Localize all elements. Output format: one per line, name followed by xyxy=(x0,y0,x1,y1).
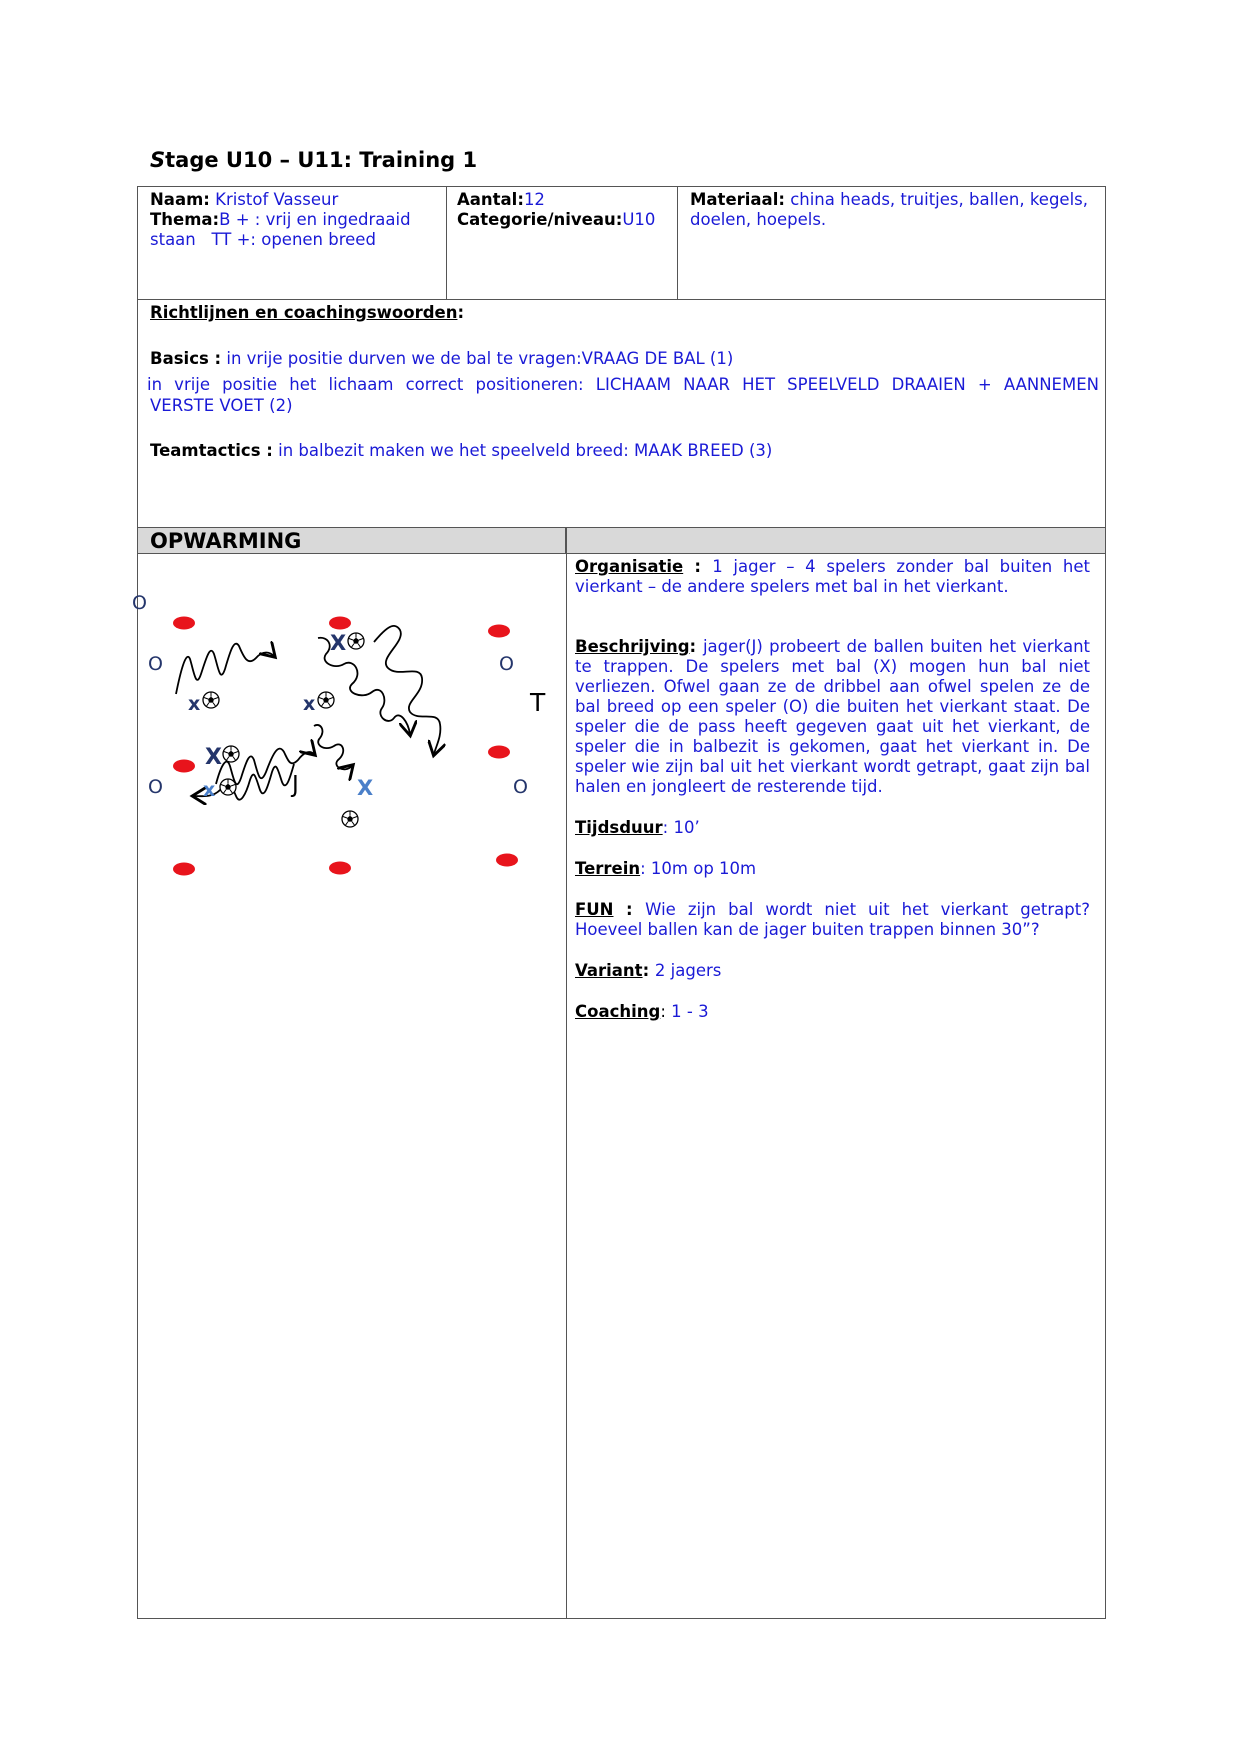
title-text: tage U10 – U11: Training 1 xyxy=(165,148,478,172)
guidelines-heading-text: Richtlijnen en coachingswoorden xyxy=(150,303,458,322)
terrein-label: Terrein xyxy=(575,859,641,878)
player-x: x xyxy=(203,779,216,801)
variant-paragraph xyxy=(575,961,1090,981)
divider xyxy=(446,186,447,300)
arrow xyxy=(314,725,352,769)
player-x: x xyxy=(188,693,201,715)
coaching-value: 1 - 3 xyxy=(671,1002,709,1021)
thema-value-line2: staan TT +: openen breed xyxy=(150,230,376,249)
page-title xyxy=(150,148,477,172)
fun-paragraph xyxy=(575,900,1090,940)
coaching-sep: : xyxy=(660,1002,672,1021)
player-x: X xyxy=(205,745,222,770)
guidelines-heading-colon: : xyxy=(457,303,465,322)
basics-line1 xyxy=(150,349,733,369)
terrein-value: : 10m op 10m xyxy=(640,859,757,878)
variant-label: Variant xyxy=(575,961,643,980)
cone xyxy=(173,760,195,773)
teamtactics-line xyxy=(150,441,772,461)
player-o: O xyxy=(513,776,528,798)
cone xyxy=(329,617,351,630)
cone xyxy=(173,617,195,630)
info-middle-cell xyxy=(457,190,677,230)
basics-value-line1: in vrije positie durven we de bal te vragen:VRAAG DE BAL (1) xyxy=(221,349,734,368)
aantal-label: Aantal: xyxy=(457,190,524,209)
basics-line3: VERSTE VOET (2) xyxy=(150,396,293,415)
info-left-cell xyxy=(150,190,440,250)
beschrijving-label: Beschrijving xyxy=(575,637,690,656)
organisatie-sep: : xyxy=(683,557,713,576)
tijdsduur-value: : 10’ xyxy=(662,818,700,837)
categorie-value: U10 xyxy=(622,210,656,229)
tijdsduur-paragraph xyxy=(575,818,1090,838)
divider xyxy=(566,553,567,1619)
aantal-value: 12 xyxy=(523,190,545,209)
jager-label: J xyxy=(292,772,299,798)
player-x: X xyxy=(330,631,347,655)
teamtactics-label: Teamtactics : xyxy=(150,441,273,460)
coaching-paragraph xyxy=(575,1002,1090,1022)
materiaal-value-line2: doelen, hoepels. xyxy=(690,210,827,229)
title-first-letter: S xyxy=(150,148,166,172)
cone xyxy=(496,854,518,867)
fun-label: FUN xyxy=(575,900,614,919)
materiaal-label: Materiaal: xyxy=(690,190,785,209)
guidelines-heading xyxy=(150,303,464,323)
player-o: O xyxy=(499,653,514,675)
player-o: O xyxy=(148,776,163,798)
t-label: T xyxy=(530,688,546,717)
cone xyxy=(173,863,195,876)
organisatie-paragraph xyxy=(575,557,1090,597)
organisatie-text: 1 jager – 4 spelers zonder bal buiten het vierkant – de andere spelers met bal in het vierkant. xyxy=(575,557,1091,596)
naam-label: Naam: xyxy=(150,190,210,209)
section-title: OPWARMING xyxy=(150,529,302,553)
fun-sep: : xyxy=(613,900,646,919)
tijdsduur-label: Tijdsduur xyxy=(575,818,663,837)
player-o: O xyxy=(132,592,147,614)
description xyxy=(575,557,1090,1043)
info-right-cell xyxy=(690,190,1100,230)
basics-line2: in vrije positie het lichaam correct positioneren: LICHAAM NAAR HET SPEELVELD DRAAIEN + AANNEMEN xyxy=(147,375,1099,394)
coaching-label: Coaching xyxy=(575,1002,661,1021)
player-x: x xyxy=(303,693,316,715)
player-x: X xyxy=(357,776,374,800)
player-o: O xyxy=(148,653,163,675)
beschrijving-text: jager(J) probeert de ballen buiten het vierkant te trappen. De spelers met bal (X) mogen hun bal niet verliezen. Ofwel gaan ze de dribbel aan ofwel spelen ze de bal breed op een speler (O) die buiten het vierkant staat. De speler die de pass heeft gegeven gaat uit het vierkant, de speler die in balbezit is gekomen, gaat het vierkant in. De speler wie zijn bal uit het vierkant wordt getrapt, gaat zijn bal halen en jongleert de resterende tijd. xyxy=(575,637,1090,796)
fun-text: Wie zijn bal wordt niet uit het vierkant getrapt? Hoeveel ballen kan de jager buiten trappen binnen 30”? xyxy=(575,900,1090,939)
basics-label: Basics : xyxy=(150,349,222,368)
beschrijving-paragraph xyxy=(575,637,1090,797)
beschrijving-sep: : xyxy=(689,637,703,656)
thema-label: Thema: xyxy=(150,210,220,229)
cone xyxy=(329,862,351,875)
cone xyxy=(488,746,510,759)
thema-value-line1: B + : vrij en ingedraaid xyxy=(219,210,411,229)
materiaal-value-line1: china heads, truitjes, ballen, kegels, xyxy=(784,190,1089,209)
section-header-right xyxy=(566,527,1106,554)
arrow xyxy=(176,644,274,694)
naam-value: Kristof Vasseur xyxy=(209,190,339,209)
variant-sep: : xyxy=(642,961,655,980)
exercise-diagram xyxy=(132,554,565,894)
arrow xyxy=(374,626,440,754)
variant-value: 2 jagers xyxy=(654,961,722,980)
teamtactics-value: in balbezit maken we het speelveld breed: MAAK BREED (3) xyxy=(272,441,773,460)
categorie-label: Categorie/niveau: xyxy=(457,210,623,229)
cones xyxy=(173,617,518,876)
outside-players xyxy=(132,592,147,614)
organisatie-label: Organisatie xyxy=(575,557,684,576)
cone xyxy=(488,625,510,638)
divider xyxy=(677,186,678,300)
terrein-paragraph xyxy=(575,859,1090,879)
